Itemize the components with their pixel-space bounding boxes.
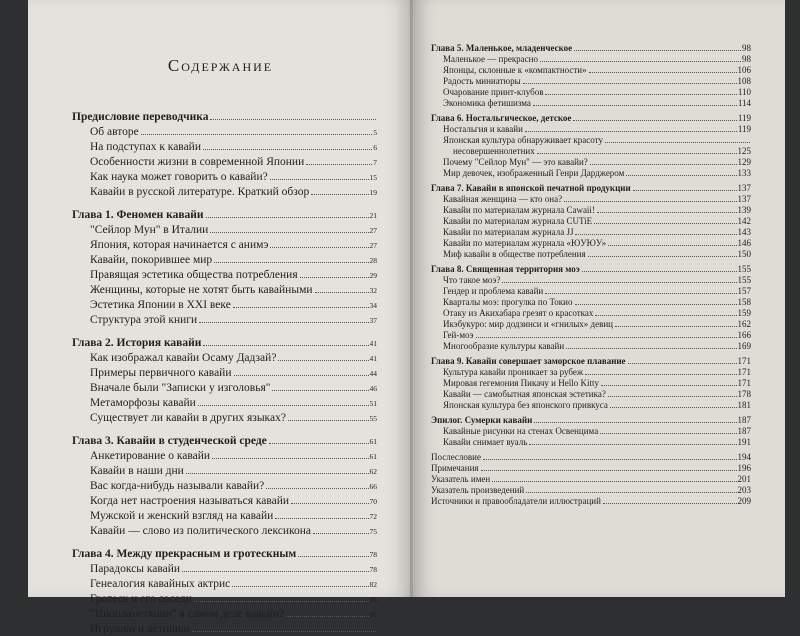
- entry-title: Кварталы моэ: прогулка по Токио: [443, 297, 573, 307]
- entry-page-number: 72: [369, 512, 377, 521]
- toc-chapter-entry: [413, 474, 785, 485]
- entry-page-number: 86: [369, 595, 377, 604]
- dot-leader: [311, 194, 368, 195]
- entry-title: Эпилог. Сумерки кавайи: [431, 415, 533, 425]
- entry-page-number: 155: [737, 275, 751, 285]
- toc-right: [413, 43, 785, 507]
- toc-section-entry: [28, 140, 413, 155]
- toc-section-entry: [28, 366, 413, 381]
- dot-leader: [300, 277, 369, 278]
- dot-leader: [525, 131, 737, 132]
- entry-title: Гей-моэ: [443, 330, 474, 340]
- entry-title: Вас когда-нибудь называли кавайи?: [90, 480, 265, 492]
- entry-title: Игрушки и детишки: [90, 623, 190, 635]
- toc-section-entry: [28, 283, 413, 298]
- entry-title: Парадоксы кавайи: [90, 563, 181, 575]
- entry-page-number: 203: [737, 485, 751, 495]
- dot-leader: [575, 304, 737, 305]
- entry-page-number: 32: [369, 286, 377, 295]
- entry-title: Японская культура обнаруживает красоту: [443, 135, 603, 145]
- entry-title: Кавайи по материалам журнала «ЮУЮУ»: [443, 238, 607, 248]
- entry-page-number: 146: [737, 238, 751, 248]
- entry-title: Гротеск и его соседи: [90, 593, 192, 605]
- toc-section-entry: [413, 238, 785, 249]
- toc-chapter-entry: [28, 110, 413, 125]
- entry-page-number: 119: [737, 113, 751, 123]
- entry-page-number: 178: [737, 389, 751, 399]
- toc-section-entry: [413, 168, 785, 179]
- entry-title: На подступах к кавайи: [90, 141, 201, 153]
- entry-title: Женщины, которые не хотят быть кавайными: [90, 284, 313, 296]
- entry-page-number: 27: [369, 226, 377, 235]
- dot-leader: [278, 360, 368, 361]
- dot-leader: [595, 315, 736, 316]
- toc-section-entry: [413, 205, 785, 216]
- dot-leader: [628, 363, 737, 364]
- entry-page-number: 41: [369, 339, 377, 348]
- entry-title: Радость миниатюры: [443, 76, 521, 86]
- entry-page-number: 181: [737, 400, 751, 410]
- dot-leader: [272, 390, 368, 391]
- toc-section-entry: [413, 216, 785, 227]
- toc-section-entry: [413, 157, 785, 168]
- entry-page-number: 19: [369, 188, 377, 197]
- entry-title: Кавайи снимает вуаль: [443, 437, 528, 447]
- entry-page-number: 187: [737, 415, 751, 425]
- toc-section-entry: [413, 227, 785, 238]
- entry-page-number: 129: [737, 157, 751, 167]
- entry-page-number: 98: [742, 54, 751, 64]
- entry-title: Правящая эстетика общества потребления: [90, 269, 298, 281]
- toc-chapter-entry: [28, 336, 413, 351]
- dot-leader: [198, 405, 369, 406]
- entry-page-number: 98: [742, 43, 751, 53]
- toc-chapter-entry: [413, 264, 785, 275]
- dot-leader: [610, 407, 737, 408]
- toc-left: [28, 110, 413, 636]
- entry-title: несовершеннолетних: [453, 146, 535, 156]
- dot-leader: [481, 470, 737, 471]
- entry-title: Мир девочек, изображенный Генри Дарджером: [443, 168, 625, 178]
- entry-title: Кавайи в наши дни: [90, 465, 184, 477]
- toc-section-entry: [28, 223, 413, 238]
- entry-title: Послесловие: [431, 452, 481, 462]
- dot-leader: [608, 396, 737, 397]
- toc-chapter-entry: [413, 356, 785, 367]
- dot-leader: [582, 271, 737, 272]
- entry-page-number: 158: [737, 297, 751, 307]
- entry-page-number: 37: [369, 316, 377, 325]
- entry-page-number: 194: [737, 452, 751, 462]
- entry-page-number: 166: [737, 330, 751, 340]
- entry-page-number: 78: [369, 565, 377, 574]
- entry-page-number: 15: [369, 173, 377, 182]
- entry-page-number: 150: [737, 249, 751, 259]
- entry-page-number: 27: [369, 241, 377, 250]
- toc-chapter-entry: [413, 415, 785, 426]
- toc-chapter-entry: [413, 43, 785, 54]
- entry-page-number: 75: [369, 527, 377, 536]
- dot-leader: [573, 120, 736, 121]
- entry-title: Япония, которая начинается с анимэ: [90, 239, 269, 251]
- dot-leader: [605, 142, 750, 143]
- entry-title: "Инопланетянин" в самом деле кавайи?: [90, 608, 284, 620]
- entry-page-number: 137: [737, 183, 751, 193]
- entry-title: Культура кавайи проникает за рубеж: [443, 367, 584, 377]
- toc-section-entry: [28, 509, 413, 524]
- entry-page-number: 201: [737, 474, 751, 484]
- entry-page-number: 51: [369, 399, 377, 408]
- entry-page-number: 110: [737, 87, 751, 97]
- entry-title: Глава 3. Кавайи в студенческой среде: [72, 435, 267, 447]
- dot-leader: [603, 503, 737, 504]
- dot-leader: [476, 337, 737, 338]
- entry-title: Вначале были "Записки у изголовья": [90, 382, 271, 394]
- toc-section-entry: [28, 411, 413, 426]
- entry-title: Экономика фетишизма: [443, 98, 531, 108]
- entry-page-number: 142: [737, 216, 751, 226]
- entry-title: Глава 2. История кавайи: [72, 337, 202, 349]
- entry-page-number: 191: [737, 437, 751, 447]
- entry-title: Мировая гегемония Пикачу и Hello Kitty: [443, 378, 599, 388]
- toc-section-entry: [413, 389, 785, 400]
- entry-title: Очарование принт-клубов: [443, 87, 544, 97]
- entry-title: Глава 7. Кавайи в японской печатной продукции: [431, 183, 631, 193]
- toc-section-entry: [28, 185, 413, 200]
- toc-section-entry: [28, 125, 413, 140]
- entry-page-number: 6: [373, 143, 377, 152]
- dot-leader: [194, 601, 369, 602]
- dot-leader: [545, 293, 736, 294]
- dot-leader: [203, 149, 372, 150]
- right-page: [413, 0, 785, 597]
- toc-section-entry: [413, 400, 785, 411]
- entry-page-number: 143: [737, 227, 751, 237]
- dot-leader: [206, 217, 369, 218]
- dot-leader: [210, 232, 368, 233]
- toc-section-entry: [28, 607, 413, 622]
- dot-leader: [585, 374, 736, 375]
- dot-leader: [269, 443, 369, 444]
- toc-chapter-entry: [413, 463, 785, 474]
- entry-title: Когда нет настроения называться кавайи: [90, 495, 290, 507]
- entry-title: Мужской и женский взгляд на кавайи: [90, 510, 274, 522]
- dot-leader: [212, 458, 368, 459]
- entry-page-number: 61: [369, 452, 377, 461]
- toc-section-entry: [28, 351, 413, 366]
- dot-leader: [597, 212, 737, 213]
- entry-page-number: 78: [369, 550, 377, 559]
- toc-section-entry: [413, 98, 785, 109]
- dot-leader: [574, 50, 741, 51]
- dot-leader: [483, 459, 737, 460]
- toc-section-entry: [413, 135, 785, 146]
- entry-title: Кавайи по материалам журнала Cawaii!: [443, 205, 595, 215]
- toc-section-entry: [413, 87, 785, 98]
- toc-section-entry: [413, 124, 785, 135]
- entry-title: Глава 9. Кавайи совершает заморское плавание: [431, 356, 626, 366]
- toc-section-entry: [413, 275, 785, 286]
- toc-section-entry: [28, 381, 413, 396]
- entry-page-number: 62: [369, 467, 377, 476]
- dot-leader: [270, 179, 369, 180]
- toc-section-entry: [28, 238, 413, 253]
- entry-page-number: 29: [369, 271, 377, 280]
- toc-chapter-entry: [28, 547, 413, 562]
- dot-leader: [575, 234, 736, 235]
- dot-leader: [600, 433, 736, 434]
- dot-leader: [298, 556, 368, 557]
- entry-title: Миф кавайи в обществе потребления: [443, 249, 586, 259]
- toc-section-entry: [28, 449, 413, 464]
- dot-leader: [275, 518, 368, 519]
- entry-title: Что такое моэ?: [443, 275, 501, 285]
- entry-title: Структура этой книги: [90, 314, 198, 326]
- dot-leader: [601, 385, 737, 386]
- entry-title: Кавайная женщина — кто она?: [443, 194, 563, 204]
- dot-leader: [313, 533, 368, 534]
- toc-section-entry: [28, 155, 413, 170]
- entry-title: Об авторе: [90, 126, 139, 138]
- entry-page-number: 133: [737, 168, 751, 178]
- dot-leader: [306, 164, 372, 165]
- entry-page-number: 139: [737, 205, 751, 215]
- toc-section-entry: [413, 341, 785, 352]
- entry-title: Примечания: [431, 463, 479, 473]
- entry-title: Кавайи по материалам журнала JJ: [443, 227, 574, 237]
- entry-title: Кавайи в русской литературе. Краткий обзор: [90, 186, 310, 198]
- entry-title: Как наука может говорить о кавайи?: [90, 171, 268, 183]
- dot-leader: [214, 262, 368, 263]
- toc-section-entry: [28, 396, 413, 411]
- entry-page-number: 209: [737, 496, 751, 506]
- entry-title: Особенности жизни в современной Японии: [90, 156, 305, 168]
- toc-section-entry: [28, 268, 413, 283]
- dot-leader: [589, 72, 737, 73]
- dot-leader: [291, 503, 368, 504]
- entry-title: Кавайи — слово из политического лексикона: [90, 525, 312, 537]
- dot-leader: [266, 488, 368, 489]
- dot-leader: [533, 105, 737, 106]
- toc-section-entry: [413, 437, 785, 448]
- toc-section-entry: [28, 313, 413, 328]
- dot-leader: [233, 307, 369, 308]
- dot-leader: [526, 492, 736, 493]
- toc-section-entry: [28, 562, 413, 577]
- entry-title: Анкетирование о кавайи: [90, 450, 211, 462]
- dot-leader: [315, 292, 369, 293]
- entry-page-number: 108: [737, 76, 751, 86]
- entry-title: Гендер и проблема кавайи: [443, 286, 544, 296]
- entry-title: Кавайи — самобытная японская эстетика?: [443, 389, 606, 399]
- entry-page-number: 21: [369, 211, 377, 220]
- entry-title: Почему "Сейлор Мун" — это кавайи?: [443, 157, 588, 167]
- toc-section-entry: [413, 194, 785, 205]
- toc-chapter-entry: [413, 496, 785, 507]
- dot-leader: [203, 345, 368, 346]
- toc-section-entry: [413, 54, 785, 65]
- entry-page-number: 5: [373, 128, 377, 137]
- dot-leader: [534, 422, 736, 423]
- toc-section-entry: [413, 249, 785, 260]
- entry-title: Икэбукуро: мир додзинси и «гнилых» девиц: [443, 319, 614, 329]
- entry-title: Ностальгия и кавайи: [443, 124, 523, 134]
- entry-title: Отаку из Акихабара грезят о красотках: [443, 308, 594, 318]
- dot-leader: [626, 175, 736, 176]
- entry-page-number: 137: [737, 194, 751, 204]
- toc-section-entry: [413, 378, 785, 389]
- dot-leader: [186, 473, 369, 474]
- entry-page-number: 34: [369, 301, 377, 310]
- toc-section-entry: [413, 367, 785, 378]
- entry-page-number: 7: [373, 158, 377, 167]
- toc-section-entry: [28, 592, 413, 607]
- dot-leader: [529, 444, 736, 445]
- toc-section-entry: [413, 297, 785, 308]
- entry-page-number: 114: [737, 98, 751, 108]
- toc-section-entry: [413, 286, 785, 297]
- toc-chapter-entry: [413, 113, 785, 124]
- dot-leader: [537, 153, 737, 154]
- dot-leader: [210, 119, 376, 120]
- entry-title: Японская культура без японского привкуса: [443, 400, 608, 410]
- entry-page-number: 70: [369, 497, 377, 506]
- dot-leader: [608, 245, 736, 246]
- toc-chapter-entry: [413, 183, 785, 194]
- entry-title: Указатель имен: [431, 474, 491, 484]
- entry-page-number: 187: [737, 426, 751, 436]
- dot-leader: [633, 190, 737, 191]
- entry-page-number: 44: [369, 369, 377, 378]
- entry-title: Кавайи, покорившее мир: [90, 254, 213, 266]
- dot-leader: [594, 223, 736, 224]
- entry-title: Существует ли кавайи в других языках?: [90, 412, 286, 424]
- entry-page-number: 28: [369, 256, 377, 265]
- entry-title: Примеры первичного кавайи: [90, 367, 232, 379]
- entry-page-number: 66: [369, 482, 377, 491]
- entry-title: Предисловие переводчика: [72, 111, 209, 123]
- toc-section-entry: [28, 577, 413, 592]
- toc-chapter-entry: [413, 452, 785, 463]
- entry-page-number: 125: [737, 146, 751, 156]
- toc-section-entry: [28, 298, 413, 313]
- entry-page-number: 171: [737, 356, 751, 366]
- dot-leader: [523, 83, 737, 84]
- entry-title: Глава 5. Маленькое, младенческое: [431, 43, 573, 53]
- dot-leader: [192, 631, 376, 632]
- entry-page-number: 169: [737, 341, 751, 351]
- toc-section-entry: [413, 308, 785, 319]
- entry-page-number: 61: [369, 437, 377, 446]
- left-page: [28, 0, 413, 635]
- toc-section-entry: [413, 76, 785, 87]
- entry-title: Многообразие культуры кавайи: [443, 341, 565, 351]
- dot-leader: [182, 571, 368, 572]
- toc-section-entry: [413, 330, 785, 341]
- toc-chapter-entry: [28, 434, 413, 449]
- entry-title: Глава 4. Между прекрасным и гротескным: [72, 548, 297, 560]
- entry-title: Глава 8. Священная территория моэ: [431, 264, 580, 274]
- entry-title: Глава 6. Ностальгическое, детское: [431, 113, 572, 123]
- entry-page-number: 171: [737, 367, 751, 377]
- toc-section-entry: [28, 494, 413, 509]
- dot-leader: [564, 201, 736, 202]
- toc-chapter-entry: [28, 208, 413, 223]
- entry-page-number: 159: [737, 308, 751, 318]
- dot-leader: [270, 247, 368, 248]
- entry-title: Маленькое — прекрасно: [443, 54, 538, 64]
- dot-leader: [141, 134, 372, 135]
- dot-leader: [590, 164, 737, 165]
- dot-leader: [234, 375, 369, 376]
- entry-page-number: 95: [369, 610, 377, 619]
- entry-title: Генеалогия кавайных актрис: [90, 578, 231, 590]
- dot-leader: [288, 420, 369, 421]
- toc-chapter-entry: [413, 485, 785, 496]
- toc-section-entry: [413, 146, 785, 157]
- entry-title: Кавайные рисунки на стенах Освенцима: [443, 426, 599, 436]
- entry-title: Кавайи по материалам журнала CUTiE: [443, 216, 593, 226]
- dot-leader: [588, 256, 737, 257]
- entry-title: Глава 1. Феномен кавайи: [72, 209, 204, 221]
- dot-leader: [615, 326, 736, 327]
- dot-leader: [232, 586, 368, 587]
- entry-page-number: 41: [369, 354, 377, 363]
- entry-page-number: 196: [737, 463, 751, 473]
- toc-section-entry: [28, 464, 413, 479]
- entry-page-number: 171: [737, 378, 751, 388]
- entry-title: Как изображал кавайи Осаму Дадзай?: [90, 352, 277, 364]
- page-title: Содержание: [167, 56, 274, 75]
- toc-section-entry: [28, 524, 413, 539]
- entry-title: Источники и правообладатели иллюстраций: [431, 496, 601, 506]
- entry-title: Японцы, склонные к «компактности»: [443, 65, 587, 75]
- dot-leader: [492, 481, 736, 482]
- entry-page-number: 106: [737, 65, 751, 75]
- toc-section-entry: [28, 170, 413, 185]
- entry-page-number: 157: [737, 286, 751, 296]
- toc-section-entry: [28, 479, 413, 494]
- toc-section-entry: [413, 319, 785, 330]
- dot-leader: [502, 282, 736, 283]
- dot-leader: [199, 322, 368, 323]
- entry-title: Эстетика Японии в XXI веке: [90, 299, 231, 311]
- entry-page-number: 162: [737, 319, 751, 329]
- entry-page-number: 119: [737, 124, 751, 134]
- entry-title: Метаморфозы кавайи: [90, 397, 196, 409]
- dot-leader: [545, 94, 736, 95]
- entry-page-number: 82: [369, 580, 377, 589]
- entry-title: "Сейлор Мун" в Италии: [90, 224, 209, 236]
- dot-leader: [566, 348, 736, 349]
- dot-leader: [286, 616, 369, 617]
- toc-section-entry: [413, 65, 785, 76]
- toc-section-entry: [28, 622, 413, 636]
- entry-page-number: 155: [737, 264, 751, 274]
- toc-section-entry: [28, 253, 413, 268]
- toc-section-entry: [413, 426, 785, 437]
- dot-leader: [540, 61, 741, 62]
- entry-page-number: 55: [369, 414, 377, 423]
- entry-page-number: 46: [369, 384, 377, 393]
- entry-title: Указатель произведений: [431, 485, 525, 495]
